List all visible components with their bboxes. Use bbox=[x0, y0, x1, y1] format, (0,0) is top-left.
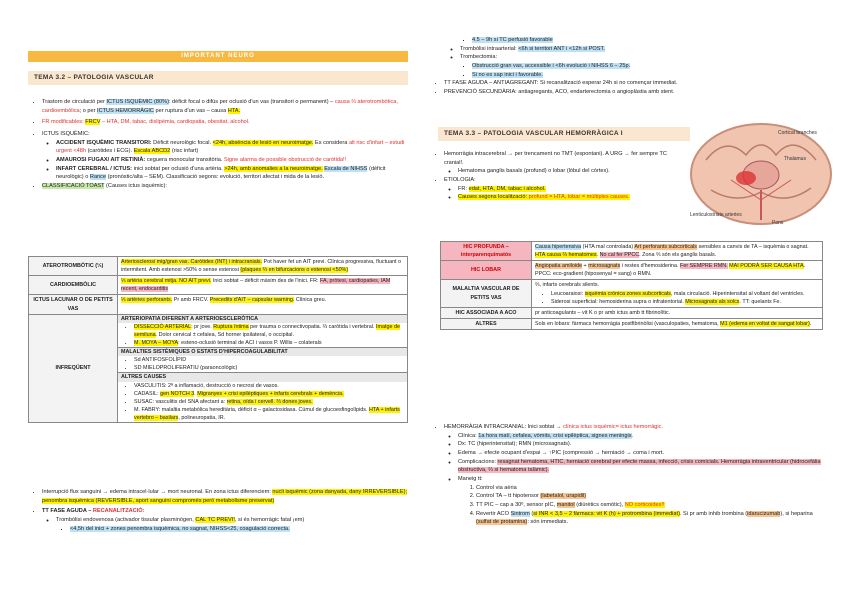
list-item: ▪ Si no es sap inici i favorable. bbox=[472, 71, 825, 80]
list-item: • Leucoaraiosi: isquèmia crònica zones subcorticals, mala circulació. Hiperintensitat al voltant del ventricles. bbox=[551, 290, 819, 298]
brain-label: Thalamus bbox=[784, 156, 806, 162]
list-item: ◦ Trombectomia: bbox=[460, 53, 825, 62]
toast-table bbox=[28, 256, 408, 423]
right-top-block bbox=[430, 36, 825, 97]
list-item: ◦ Trombòlisi endovenosa (activador tissular plasminògen, CAL TC PREVI!, si és hemorràgic fatal ¡em) ▪ <4,5h del inici + zones penombra isquèmica, no sagnat, NIHSS<25, coagulació correcta. bbox=[56, 516, 408, 533]
list-item: ◦ ACCIDENT ISQUÈMIC TRANSITORI: Dèficit neurològic focal. <24h, absència de lesió en neuroimatge. Es considera alt risc d'infart – estudi urgent <48h (caròtides i ECG). Escala ABCD2 (risc infart) bbox=[56, 139, 408, 156]
list-item: • SUSAC: vasculitis del SNA afectant a: retina, oïda i cervell. ⅔ dones joves. bbox=[134, 398, 407, 406]
list-item: • Trastorn de circulació per ICTUS ISQUÈMIC (80%): dèficit focal o difús per oclusió d'un vas (transitori o permanent) – causa ⅔ aterotrombòtica, cardioembòlica; o per ICTUS HEMORRÀGIC per ruptura d'un vas – causa HTA. bbox=[42, 98, 408, 115]
list-item: ◦ Hematoma ganglis basals (profund) o lobar (lòbul del còrtex). bbox=[458, 167, 682, 176]
list-item: ◦ Complicacions: resagnat hematoma, HTIC, herniació cerebral per efecte massa, infecció, crisis comicials. Hemorràgia intraventricular (hidrocefàlia obstructiva, ⅔ si hematoma talàmic). bbox=[458, 458, 825, 475]
list-item: • PREVENCIÓ SECUNDÀRIA: antiagregants, ACO, endarterectomia o angioplàstia amb stent. bbox=[444, 88, 825, 97]
list-item: • VASCULITIS: 2ª a inflamació, destrucció o necrosi de vasos. bbox=[134, 382, 407, 390]
list-item: • Sd ANTIFOSFOLÍPID bbox=[134, 356, 407, 364]
table-row: HIC PROFUNDA – interparenquimatós Causa hipertensiva (HTA mal controlada) Art perforants subcorticals sensibles a canvis de TA – isquèmia o sagnat. HTA causa ⅔ hematomes. No cal fer PPCC. Zona ⅔ són els ganglis basals. bbox=[441, 242, 823, 261]
table-row: HIC LOBAR Angiopatia amiloide + microsagnats i restes d'hemosiderina. Fer SEMPRE RMN. MAI PODRÀ SER CAUSA HTA. PPCC: eco-gradient (hiposenyal = sang) o RMN. bbox=[441, 261, 823, 280]
list-item: ◦ Trombòlisi intraarterial: <6h si territori ANT i <12h si POST. bbox=[460, 45, 825, 54]
list-item: • Siderosi superficial: hemosiderina supra o infratentorial. Microsagnats als solcs. TT: quelants Fe. bbox=[551, 298, 819, 306]
list-item: ◦ Edema → efecte ocupant d'espai → ↑PIC (compressió → herniació → coma i mort. bbox=[458, 449, 825, 458]
list-item: ▪ Obstrucció gran vas, accessible i <6h evolució i NIHSS 6 – 25p. bbox=[472, 62, 825, 71]
list-item: ◦ Dx: TC (hiperintensitat); RMN (microsagnats). bbox=[458, 440, 825, 449]
list-item: 3. TT PIC – cap a 30º, sensor pIC, manitol (diürètics osmòtic), NO corticoides!! bbox=[476, 501, 825, 510]
table-row: HIC ASSOCIADA A ACO pr anticoagulants – vit K o pr amb ictus amb tt fibrinolític. bbox=[441, 307, 823, 318]
list-item: 4. Revertir ACO Sintrom (si INR < 3,5 – 2 fàrmacs: vit K (h) + protrombina (immediat). Si pr amb inhib trombina (idarucizumab), si heparina (sulfat de protamina): són immediats. bbox=[476, 510, 825, 527]
brain-label: Pons bbox=[772, 220, 784, 226]
list-item: • Hemorràgia intracerebral → per trencament no TMT (espontani). A URG → fer sempre TC cranial!. ◦ Hematoma ganglis basals (profund) o lobar (lòbul del còrtex). bbox=[444, 150, 682, 176]
list-item: ◦ FR: edat, HTA, DM, tabac i alcohol. bbox=[458, 185, 682, 194]
brain-illustration bbox=[686, 120, 836, 228]
hic-table bbox=[440, 241, 823, 330]
list-item: ▪ <4,5h del inici + zones penombra isquèmica, no sagnat, NIHSS<25, coagulació correcta. bbox=[70, 525, 408, 534]
list-item: • ICTUS ISQUÈMIC: ◦ ACCIDENT ISQUÈMIC TRANSITORI: Dèficit neurològic focal. <24h, absència de lesió en neuroimatge. Es considera alt risc d'infart – estudi urgent <48h (caròtides i ECG). Escala ABCD2 (risc infart) ◦ AMAUROSI FUGAX/ AIT RETINIÀ: ceguera monocular transitòria. Signe alarma de possible obstrucció de caròtida!! ◦ INFART CEREBRAL / ICTUS: inici sobtat per oclusió d'una artèria. >24h, amb anomalies a la neuroimatge. Escala de NIHSS (dèficit neurològic) o Rance (pronòstic/alta – SEM). Classificació segons: evolució, territori afectat i mida de la lesió. bbox=[42, 130, 408, 182]
list-item: • ETIOLOGIA: ◦ FR: edat, HTA, DM, tabac i alcohol. ◦ Causes segons localització: profund = HTA, lobar = múltiples causes. bbox=[444, 176, 682, 202]
list-item: • HEMORRÀGIA INTRACRANIAL: Inici sobtat → clínica ictus isquèmic= ictus hemorràgic. ◦ Clínica: 1a hora matí, cefalea, vòmits, crisi epilèptica, signes meningis. ◦ Dx: TC (hiperintensitat); RMN (microsagnats). ◦ Edema → efecte ocupant d'espai → ↑PIC (compressió → herniació → coma i mort. ◦ Complicacions: resagnat hematoma, HTIC, herniació cerebral per efecte massa, infecció, crisis comicials. Hemorràgia intraventricular (hidrocefàlia obstructiva, ⅔ si hematoma talàmic). ◦ Maneig tt: 1. Control via aèria 2. Control TA – tt hipotensor (labetalol, urapidil) 3. TT PIC – cap a 30º, sensor pIC, manitol (diürètics osmòtic), NO corticoides!! 4. Revertir ACO Sintrom (si INR < 3,5 – 2 fàrmacs: vit K (h) + protrombina (immediat). Si pr amb inhib trombina (idarucizumab), si heparina (sulfat de protamina): són immediats. bbox=[444, 423, 825, 527]
list-item: ◦ Causes segons localització: profund = HTA, lobar = múltiples causes. bbox=[458, 193, 682, 202]
section-title-3-3: TEMA 3.3 – PATOLOGIA VASCULAR HEMORRÀGICA I bbox=[438, 127, 690, 141]
list-item: • CADASIL: gen NOTCH 3. Migranyes + crisi epilèptiques + infarts cerebrals + demència. bbox=[134, 390, 407, 398]
list-item: ◦ Maneig tt: 1. Control via aèria 2. Control TA – tt hipotensor (labetalol, urapidil) 3. TT PIC – cap a 30º, sensor pIC, manitol (diürètics osmòtic), NO corticoides!! 4. Revertir ACO Sintrom (si INR < 3,5 – 2 fàrmacs: vit K (h) + protrombina (immediat). Si pr amb inhib trombina (idarucizumab), si heparina (sulfat de protamina): són immediats. bbox=[458, 475, 825, 527]
brain-label: Lenticulostriate arteries bbox=[690, 212, 742, 218]
table-row: ALTRES Sols en lobars: fàrmacs hemorràgia postfibrinòlisi (vasculopaties, hematoma, M1 (edema en voltat de sangat lobar). bbox=[441, 318, 823, 329]
table-row: ICTUS LACUNAR O DE PETITS VAS ⅓ artèries perforants. Pr amb FRCV. Precedits d'AIT – capsular warning. Clínica greu. bbox=[29, 295, 408, 314]
list-item: ◦ Clínica: 1a hora matí, cefalea, vòmits, crisi epilèptica, signes meningis. bbox=[458, 432, 825, 441]
left-bottom-block bbox=[28, 488, 408, 533]
hematoma-shape bbox=[736, 171, 756, 185]
right-bottom-block bbox=[430, 423, 825, 527]
list-item: • Interrupció flux sanguini → edema intracel·lular → mort neuronal. En zona ictus diferenciem: nucli isquèmic (zona danyada, dany IRREVERSIBLE); penombra isquèmica (REVERSIBLE, aport sanguini compromès però metabolisme preservat) bbox=[42, 488, 408, 505]
list-item: • TT FASE AGUDA – ANTIAGREGANT: Si recanalització esperar 24h si no començar immediat. bbox=[444, 79, 825, 88]
list-item: 2. Control TA – tt hipotensor (labetalol, urapidil) bbox=[476, 492, 825, 501]
left-intro-block bbox=[28, 98, 408, 191]
list-item: • CLASSIFICACIÓ TOAST (Causes ictus isquèmic): bbox=[42, 182, 408, 191]
list-item: ◦ INFART CEREBRAL / ICTUS: inici sobtat per oclusió d'una artèria. >24h, amb anomalies a la neuroimatge. Escala de NIHSS (dèficit neurològic) o Rance (pronòstic/alta – SEM). Classificació segons: evolució, territori afectat i mida de la lesió. bbox=[56, 165, 408, 182]
list-item: ▪ 4.5 – 9h si TC perfusió favorable bbox=[472, 36, 825, 45]
list-item: • TT FASE AGUDA – RECANALITZACIÓ: ◦ Trombòlisi endovenosa (activador tissular plasminògen, CAL TC PREVI!, si és hemorràgic fatal ¡em) ▪ <4,5h del inici + zones penombra isquèmica, no sagnat, NIHSS<25, coagulació correcta. bbox=[42, 507, 408, 533]
table-row: ATEROTROMBÒTIC (⅓) Arteriosclerosi mig/gran vas. Caròtides (INT) i intracranials. Pot haver fet un AIT previ. Clínica progressiva, fluctuant o intermitent. Amb estenosi >50% o sense estenosi (plaques ⅔ en bifurcacions o estenosi <50%) bbox=[29, 257, 408, 276]
list-item: ◦ AMAUROSI FUGAX/ AIT RETINIÀ: ceguera monocular transitòria. Signe alarma de possible obstrucció de caròtida!! bbox=[56, 156, 408, 165]
table-row: CARDIOEMBÒLIC ⅓ artèria cerebral mitja. NO AIT previ. Inici sobtat – dèficit màxim des de l'inici. FR: FA, pròtesi, cardiopaties, IAM recent, endocarditis bbox=[29, 276, 408, 295]
list-item: • SD MIELOPROLIFERATIU (paraoncològic) bbox=[134, 364, 407, 372]
list-item: • FR modificables: FRCV – HTA, DM, tabac, dislipèmia, cardiopatia, obesitat, alcohol. bbox=[42, 118, 408, 127]
list-item: 1. Control via aèria bbox=[476, 484, 825, 493]
important-banner: IMPORTANT NEURO bbox=[28, 51, 408, 62]
table-row: MALALTIA VASCULAR DE PETITS VAS ⅔, infarts cerebrals silents. • Leucoaraiosi: isquèmia crònica zones subcorticals, mala circulació. Hiperintensitat al voltant del ventricles. • Siderosi superficial: hemosiderina supra o infratentorial. Microsagnats als solcs. TT: quelants Fe. bbox=[441, 280, 823, 307]
right-intro-block bbox=[430, 150, 682, 202]
list-item: • M. MOYA – MOYA: esteno-oclusió terminal de ACI i vasos P. Willis – colaterals bbox=[134, 339, 407, 347]
table-row: INFREQÜENT ARTERIOPATIA DIFERENT A ARTERIOESCLERÒTICA • DISSECCIÓ ARTERIAL: pr jove. Ruptura íntima per trauma o connectivopatia. ⅔ caròtida i vertebral. Imatge de semiluna. Dolor cervical ± cefalea, Sd horner ipsilateral, o occipital. • M. MOYA – MOYA: esteno-oclusió terminal de ACI i vasos P. Willis – colaterals MALALTIES SISTÈMIQUES O ESTATS D'HIPERCOAGULABILITAT • Sd ANTIFOSFOLÍPID • SD MIELOPROLIFERATIU (paraoncològic) ALTRES CAUSES • VASCULITIS: 2ª a inflamació, destrucció o necrosi de vasos. • CADASIL: gen NOTCH 3. Migranyes + crisi epilèptiques + infarts cerebrals + demència. • SUSAC: vasculitis del SNA afectant a: retina, oïda i cervell. ⅔ dones joves. • M. FABRY: malaltia metabòlica hereditària, dèficit α – galactosidasa. Cúmul de glucoesfingolípids. HTA + infarts vertebro – basilars, polineuropatia, IR. bbox=[29, 314, 408, 422]
section-title-3-2: TEMA 3.2 – PATOLOGIA VASCULAR bbox=[28, 71, 408, 85]
list-item: • M. FABRY: malaltia metabòlica hereditària, dèficit α – galactosidasa. Cúmul de glucoesfingolípids. HTA + infarts vertebro – basilars, polineuropatia, IR. bbox=[134, 406, 407, 422]
list-item: • DISSECCIÓ ARTERIAL: pr jove. Ruptura íntima per trauma o connectivopatia. ⅔ caròtida i vertebral. Imatge de semiluna. Dolor cervical ± cefalea, Sd horner ipsilateral, o occipital. bbox=[134, 323, 407, 339]
brain-label: Cortical branches bbox=[778, 130, 817, 136]
